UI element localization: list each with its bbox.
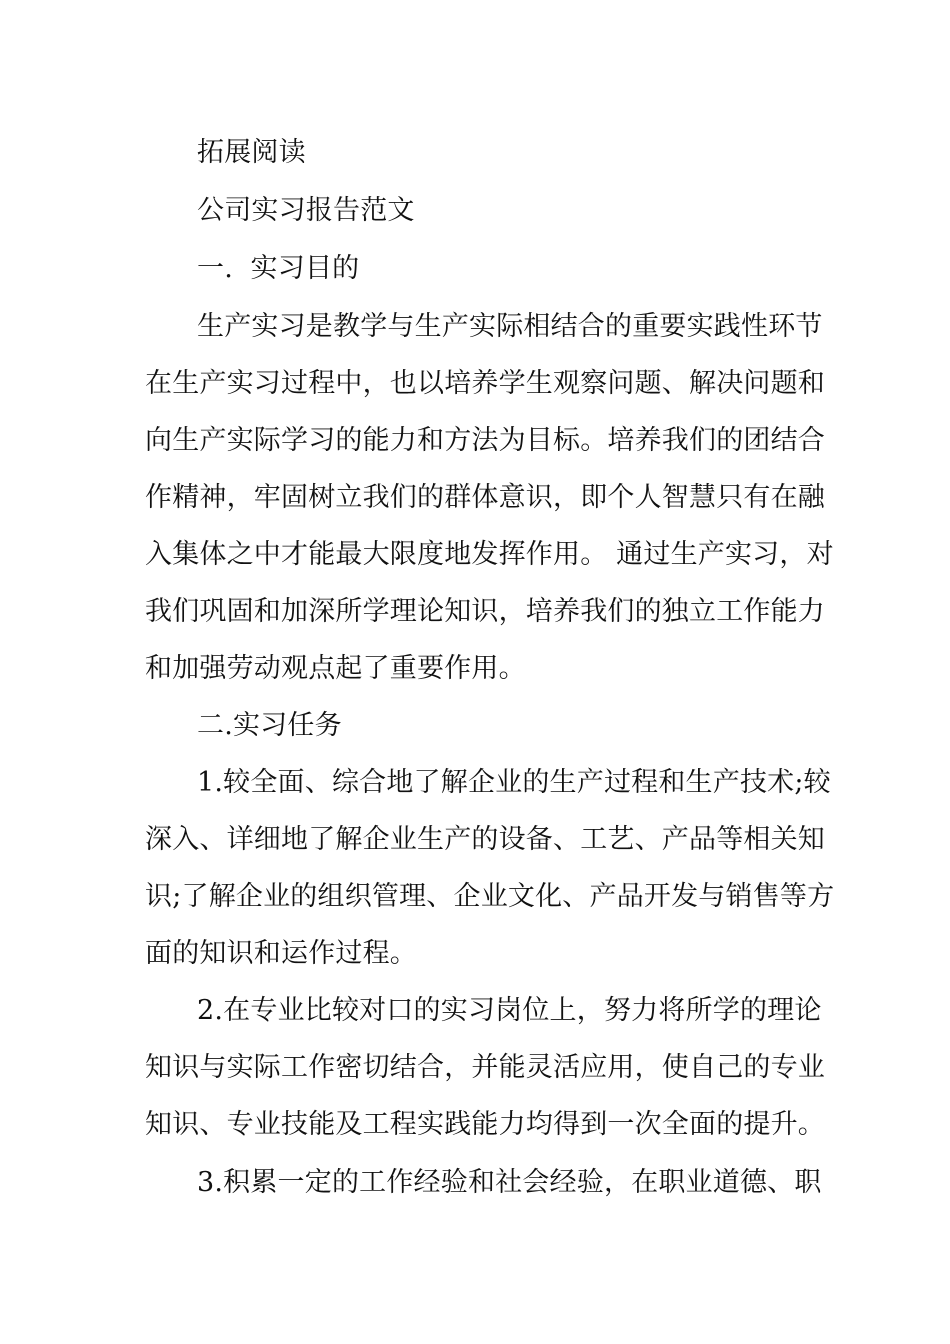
paragraph-line: 和加强劳动观点起了重要作用。 [145, 653, 526, 684]
task-1-line: 识;了解企业的组织管理、企业文化、产品开发与销售等方 [145, 881, 835, 912]
paragraph-line: 作精神，牢固树立我们的群体意识，即个人智慧只有在融 [145, 482, 825, 513]
paragraph-line: 入集体之中才能最大限度地发挥作用。 通过生产实习，对 [145, 539, 834, 570]
task-1-line: 深入、详细地了解企业生产的设备、工艺、产品等相关知 [145, 824, 825, 855]
task-2-line: 2.在专业比较对口的实习岗位上，努力将所学的理论 [197, 995, 822, 1026]
document-title: 公司实习报告范文 [197, 195, 415, 226]
paragraph-line: 向生产实际学习的能力和方法为目标。培养我们的团结合 [145, 425, 825, 456]
paragraph-line: 我们巩固和加深所学理论知识，培养我们的独立工作能力 [145, 596, 825, 627]
task-1-line: 1.较全面、综合地了解企业的生产过程和生产技术;较 [197, 767, 831, 798]
paragraph-line: 在生产实习过程中，也以培养学生观察问题、解决问题和 [145, 368, 825, 399]
task-3-line: 3.积累一定的工作经验和社会经验，在职业道德、职 [197, 1167, 822, 1198]
paragraph-line: 生产实习是教学与生产实际相结合的重要实践性环节 [197, 311, 823, 342]
task-1-line: 面的知识和运作过程。 [145, 938, 417, 969]
section-heading-purpose: 一. 实习目的 [197, 253, 360, 284]
section-heading-tasks: 二.实习任务 [197, 710, 342, 741]
task-2-line: 知识、专业技能及工程实践能力均得到一次全面的提升。 [145, 1109, 825, 1140]
task-2-line: 知识与实际工作密切结合，并能灵活应用，使自己的专业 [145, 1052, 825, 1083]
extended-reading-heading: 拓展阅读 [197, 137, 306, 168]
